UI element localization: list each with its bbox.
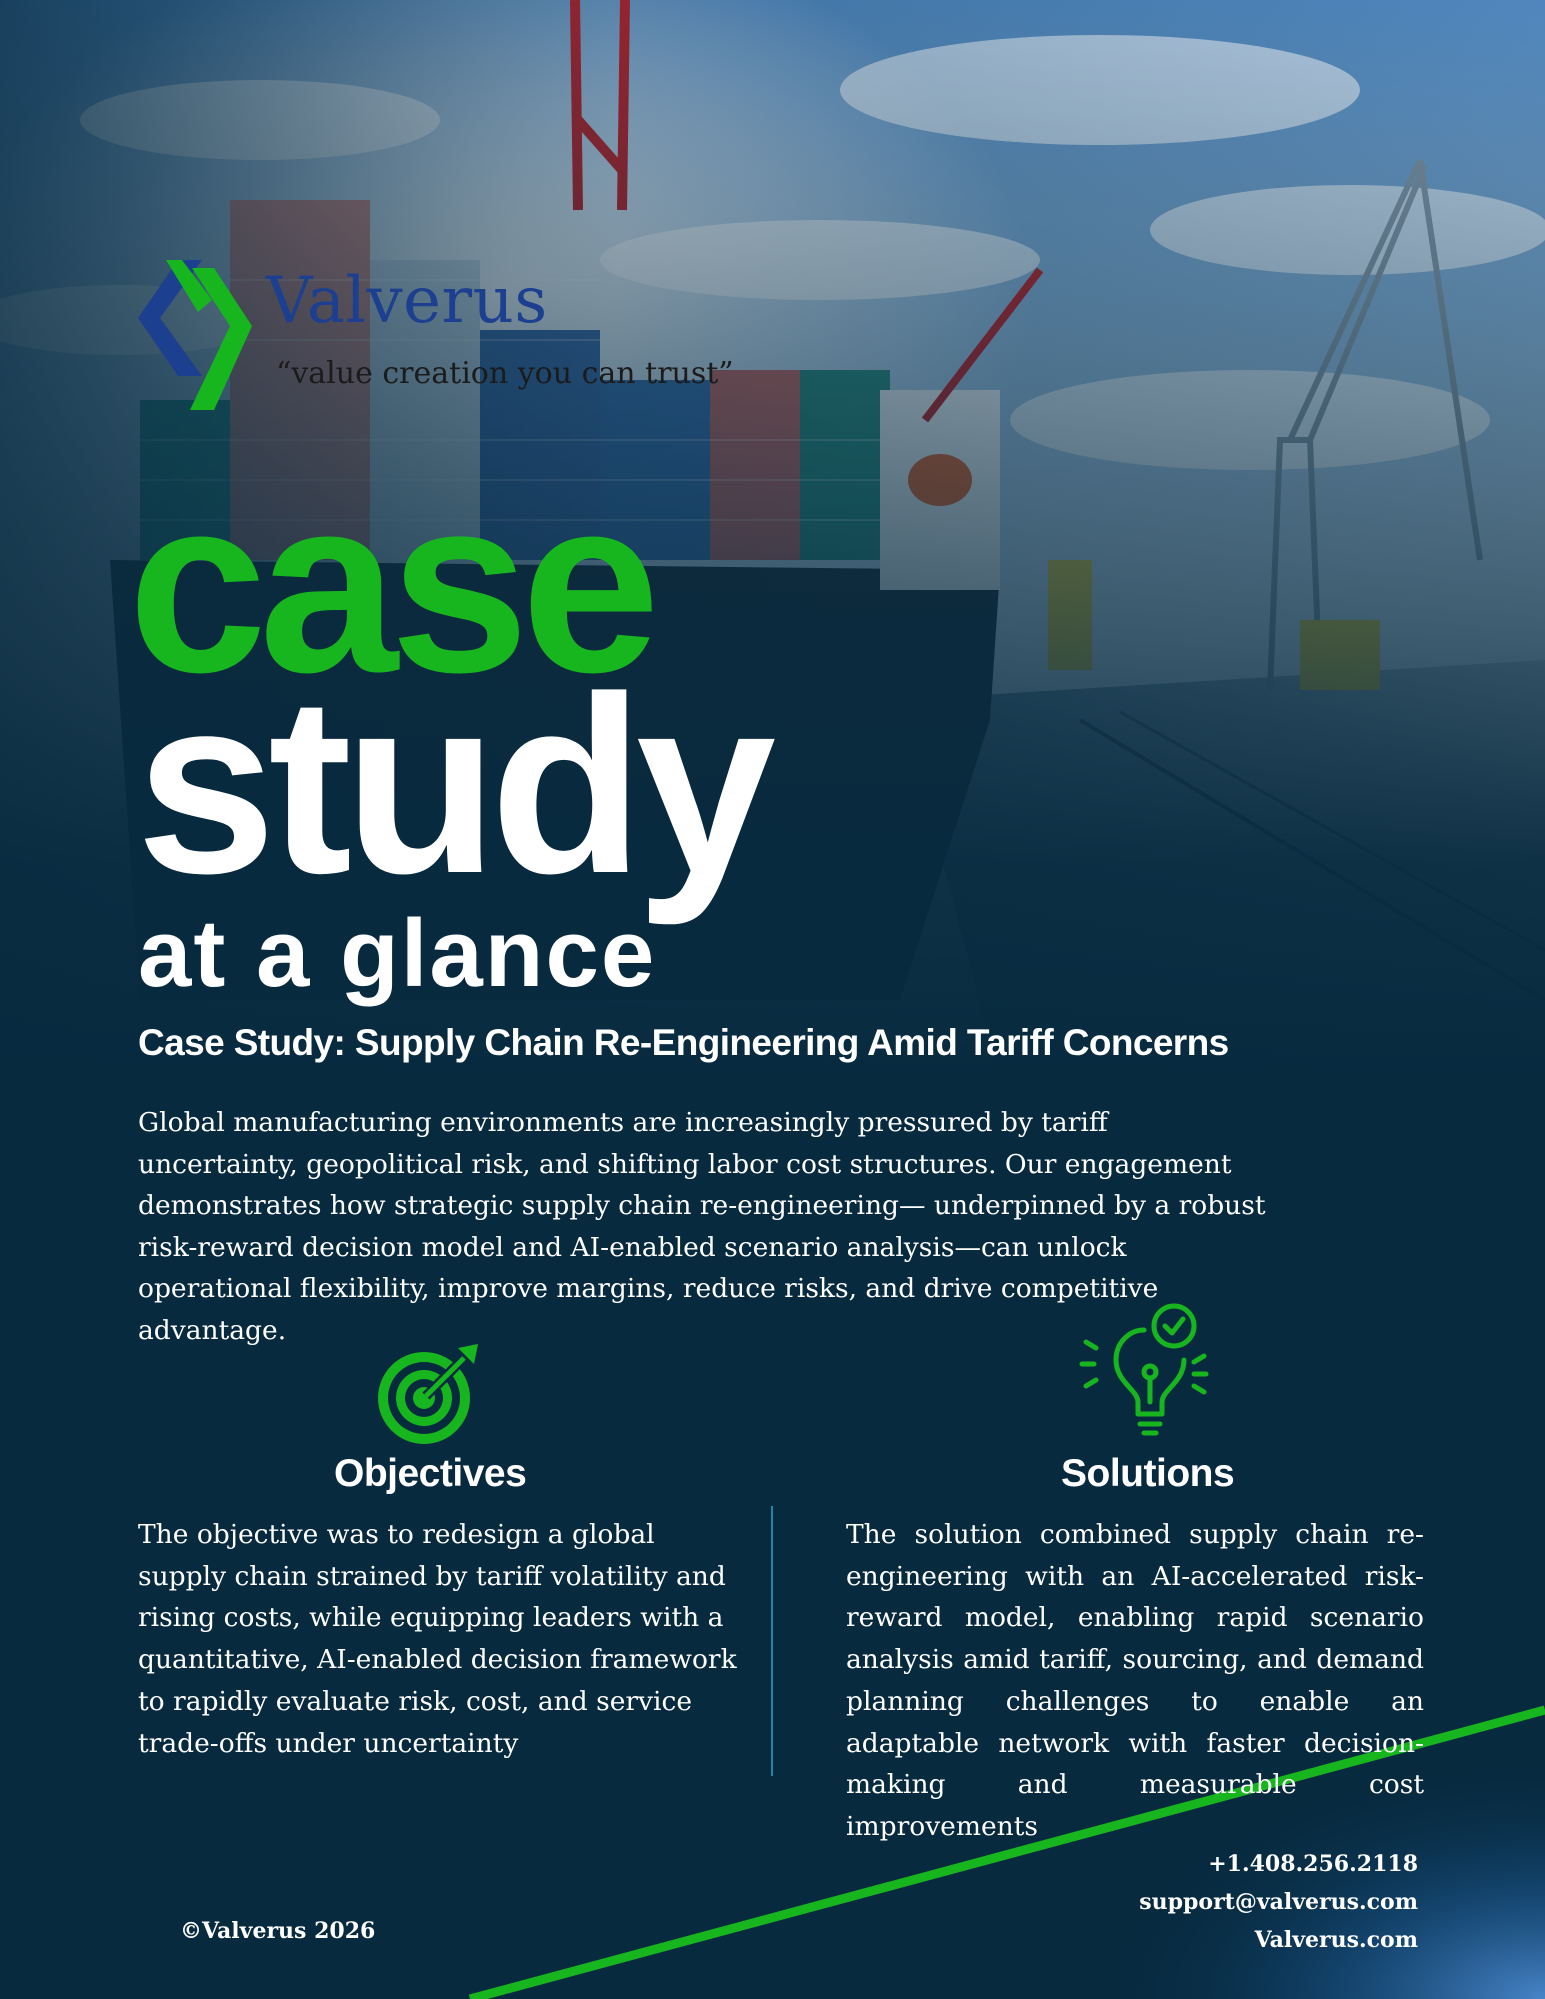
objectives-text: The objective was to redesign a global supply chain strained by tariff volatility and rising costs, while equipping leaders with a quantitative, AI-enabled decision framework to rapidly evaluate risk, cost, and service trade-offs under uncertainty bbox=[138, 1519, 737, 1759]
website-link[interactable]: Valverus.com bbox=[1254, 1927, 1418, 1953]
valverus-logo[interactable] bbox=[138, 260, 778, 410]
title-case: case bbox=[128, 445, 653, 724]
contact-block bbox=[1139, 1845, 1418, 1959]
solutions-heading: Solutions bbox=[1061, 1452, 1235, 1495]
phone-link[interactable]: +1.408.256.2118 bbox=[1208, 1851, 1418, 1877]
solutions-text: The solution combined supply chain re-engineering with an AI-accelerated risk-reward model, enabling rapid scenario analysis amid tariff, sourcing, and demand planning challenges to enable an adaptable network with faster decision-making and measurable cost improvements bbox=[846, 1519, 1424, 1842]
valverus-diamond-mark-icon bbox=[138, 260, 254, 410]
copyright-notice: ©Valverus 2026 bbox=[180, 1918, 376, 1944]
brand-name: Valverus bbox=[266, 264, 548, 338]
brand-tagline: “value creation you can trust” bbox=[276, 356, 734, 391]
title-study: study bbox=[136, 645, 769, 926]
intro-paragraph: Global manufacturing environments are increasingly pressured by tariff uncertainty, geopolitical risk, and shifting labor cost structures. Our engagement demonstrates how strategic supply chain re-engineering— underpinned by a robust risk-reward decision model and AI-enabled scenario analysis—can unlock operational flexibility, improve margins, reduce risks, and drive competitive advantage. bbox=[138, 1107, 1266, 1346]
title-at-a-glance: at a glance bbox=[138, 900, 657, 1007]
objectives-heading: Objectives bbox=[334, 1452, 527, 1495]
lightbulb-check-icon bbox=[1076, 1302, 1210, 1438]
target-icon bbox=[374, 1342, 480, 1448]
page-subtitle: Case Study: Supply Chain Re-Engineering Amid Tariff Concerns bbox=[138, 1022, 1229, 1063]
column-divider bbox=[771, 1506, 773, 1776]
email-link[interactable]: support@valverus.com bbox=[1139, 1889, 1418, 1915]
